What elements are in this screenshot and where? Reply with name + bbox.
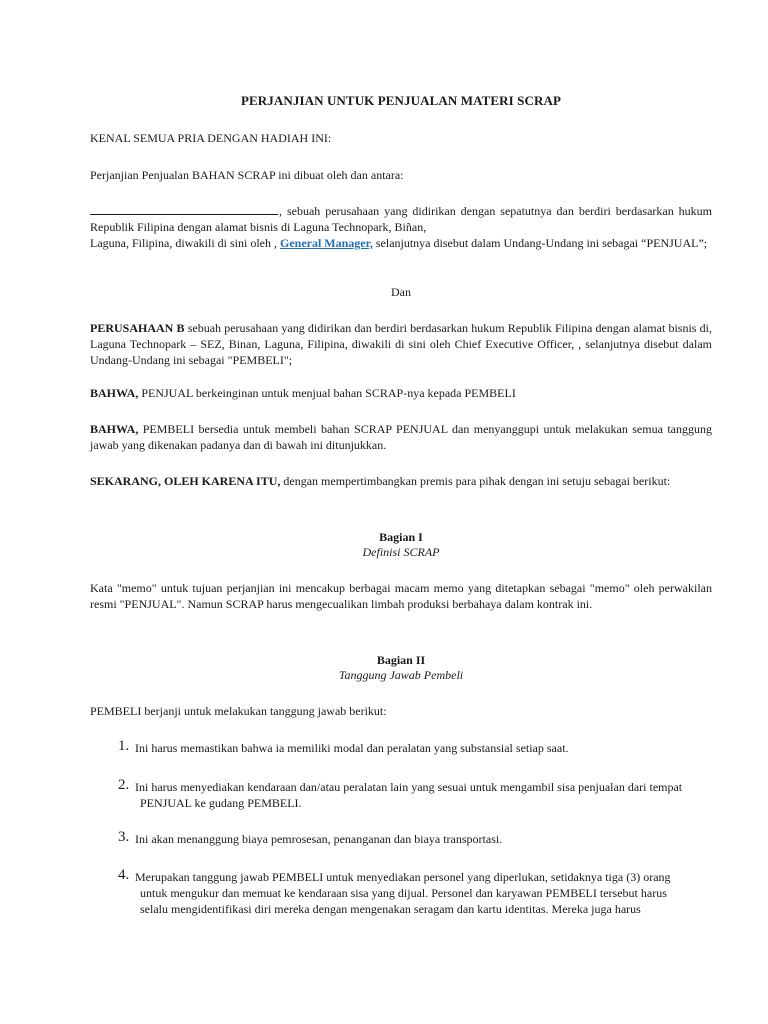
list-item-text: Ini harus menyediakan kendaraan dan/atau peralatan lain yang sesuai untuk mengambil sisa penjualan dari tempat: [135, 780, 683, 794]
list-item: [118, 740, 712, 756]
list-item-text: Merupakan tanggung jawab PEMBELI untuk menyediakan personel yang diperlukan, setidaknya tiga (3) orang: [135, 870, 671, 884]
buyer-text: sebuah perusahaan yang didirikan dan berdiri berdasarkan hukum Republik Filipina dengan alamat bisnis di, Laguna Technopark – SEZ, Binan, Laguna, Filipina, diwakili di sini oleh Chief Executive Officer, , selanjutnya disebut dalam Undang-Undang ini sebagai "PEMBELI";: [90, 321, 712, 367]
whereas-1-label: BAHWA,: [90, 386, 139, 400]
general-manager-link[interactable]: General Manager,: [279, 236, 373, 250]
list-item: [118, 779, 712, 811]
section-2-subtitle: Tanggung Jawab Pembeli: [338, 668, 464, 682]
seller-text-1: , sebuah perusahaan yang didirikan dengan sepatutnya dan berdiri berdasarkan hukum Republik Filipina dengan alamat bisnis di Laguna Technopark, Biñan,: [90, 204, 712, 234]
seller-paragraph: [90, 203, 712, 251]
whereas-2-paragraph: [90, 421, 712, 453]
seller-text-2: Laguna, Filipina, diwakili di sini oleh ,: [90, 236, 277, 250]
list-item-number: 4.: [118, 867, 130, 883]
list-item-continuation: untuk mengukur dan memuat ke kendaraan sisa yang dijual. Personel dan karyawan PEMBELI tersebut harus: [140, 886, 667, 900]
list-item-continuation: PENJUAL ke gudang PEMBELI.: [140, 796, 302, 810]
section-1-body: Kata "memo" untuk tujuan perjanjian ini mencakup berbagai macam memo yang ditetapkan sebagai "memo" oleh perwakilan resmi "PENJUAL". Namun SCRAP harus mengecualikan limbah produksi berbahaya dalam kontrak ini.: [90, 581, 712, 611]
whereas-1-paragraph: [90, 385, 712, 401]
dan-separator: Dan: [391, 285, 411, 299]
intro-paragraph: Perjanjian Penjualan BAHAN SCRAP ini dibuat oleh dan antara:: [90, 168, 404, 182]
whereas-1-text: PENJUAL berkeinginan untuk menjual bahan SCRAP-nya kepada PEMBELI: [141, 386, 516, 400]
section-1-heading: Bagian I: [379, 530, 423, 544]
list-item-number: 3.: [118, 829, 130, 845]
list-item-continuation: selalu mengidentifikasi diri mereka dengan mengenakan seragam dan kartu identitas. Mereka juga harus: [140, 902, 641, 916]
buyer-name: PERUSAHAAN B: [90, 321, 185, 335]
document-title: PERJANJIAN UNTUK PENJUALAN MATERI SCRAP: [240, 93, 561, 108]
greeting-line: KENAL SEMUA PRIA DENGAN HADIAH INI:: [90, 131, 332, 145]
buyer-paragraph: [90, 320, 712, 368]
now-therefore-text: dengan mempertimbangkan premis para pihak dengan ini setuju sebagai berikut:: [283, 474, 671, 488]
list-item-text: Ini akan menanggung biaya pemrosesan, penanganan dan biaya transportasi.: [135, 832, 503, 846]
list-item-text: Ini harus memastikan bahwa ia memiliki modal dan peralatan yang substansial setiap saat.: [135, 741, 569, 755]
whereas-2-label: BAHWA,: [90, 422, 139, 436]
now-therefore-paragraph: [90, 473, 712, 489]
list-item-number: 1.: [118, 738, 130, 754]
whereas-2-text: PEMBELI bersedia untuk membeli bahan SCRAP PENJUAL dan menyanggupi untuk melakukan semua tanggung jawab yang dikenakan padanya dan di bawah ini ditunjukkan.: [90, 422, 712, 452]
list-item: [118, 831, 712, 847]
section-1-subtitle: Definisi SCRAP: [362, 545, 440, 559]
list-item-number: 2.: [118, 777, 130, 793]
now-therefore-label: SEKARANG, OLEH KARENA ITU,: [90, 474, 281, 488]
section-2-heading: Bagian II: [376, 653, 426, 667]
signature-blank-line: [90, 203, 278, 215]
list-item: [118, 869, 712, 917]
section-2-intro: PEMBELI berjanji untuk melakukan tanggung jawab berikut:: [90, 704, 387, 718]
seller-text-3: selanjutnya disebut dalam Undang-Undang ini sebagai “PENJUAL”;: [375, 236, 708, 250]
